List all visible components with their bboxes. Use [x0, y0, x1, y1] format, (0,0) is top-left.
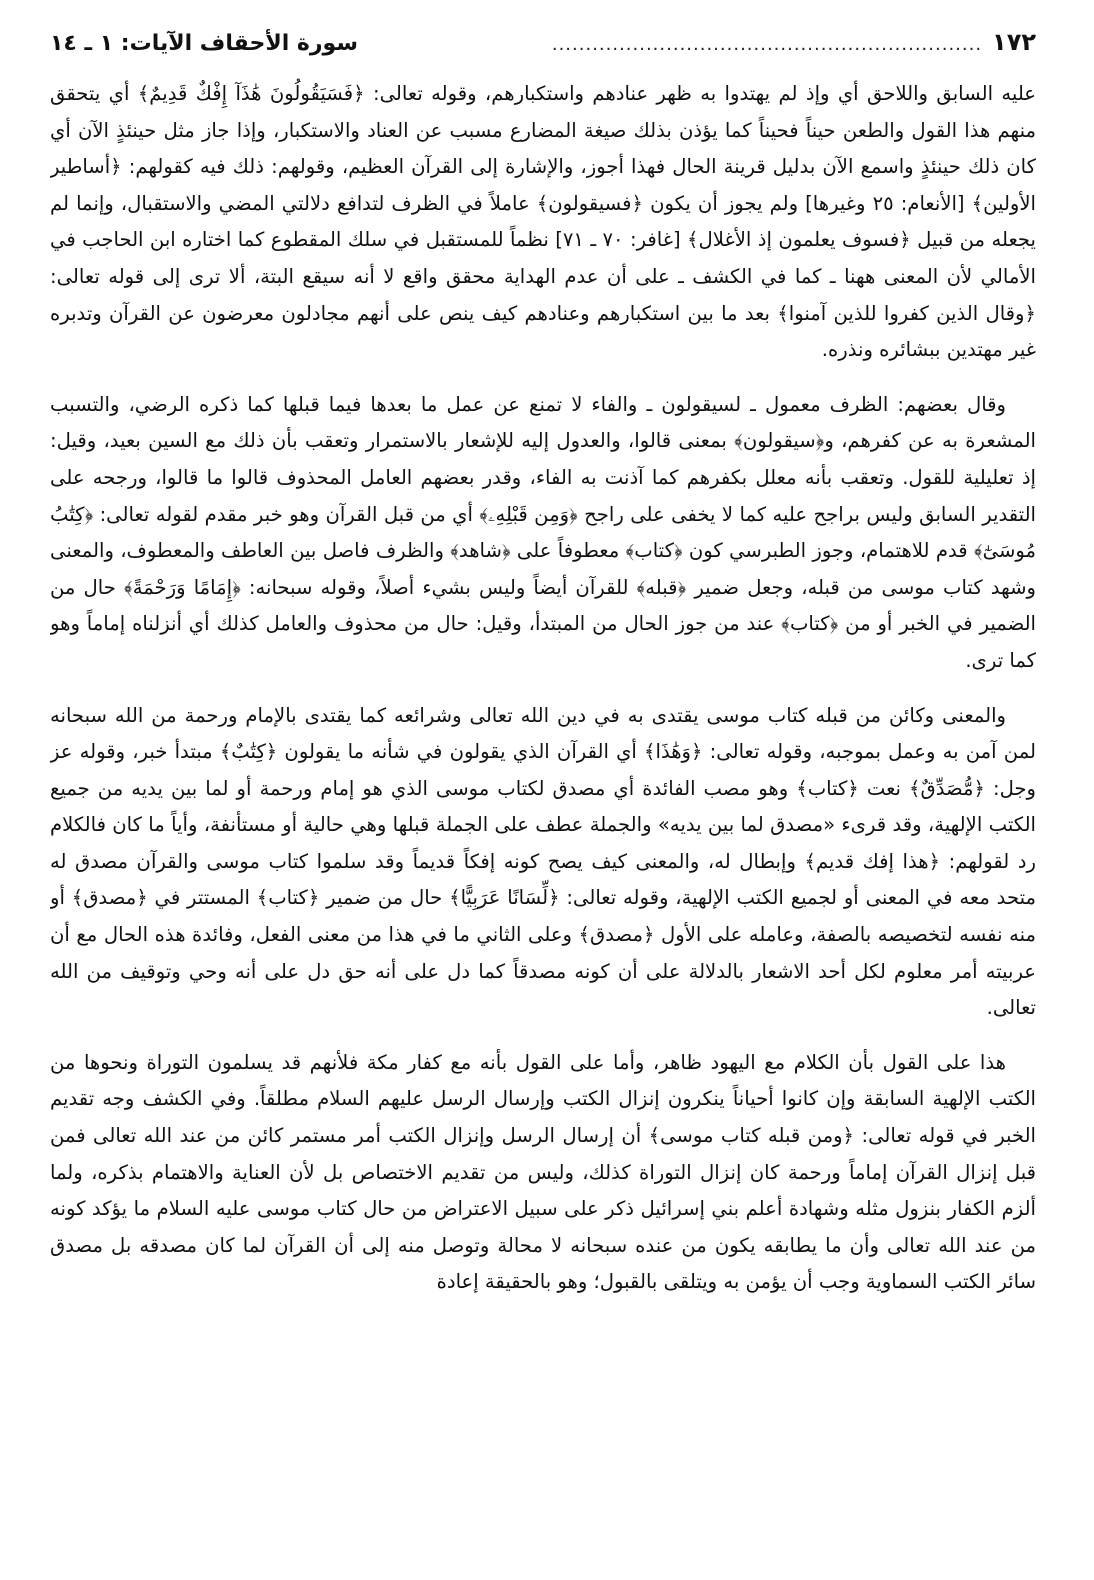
- paragraph-1: عليه السابق واللاحق أي وإذ لم يهتدوا به ظهر عنادهم واستكبارهم، وقوله تعالى: ﴿فَسَيَقُولُونَ هَٰذَآ إِفْكٌ قَدِيمٌ﴾ أي يتحقق منهم هذا القول والطعن حيناً فحيناً كما يؤذن بذلك صيغة المضارع مسبب عن العناد والاستكبار، وإذا جاز مثل حينئذٍ الآن أي كان ذلك حينئذٍ واسمع الآن بدليل قرينة الحال فهذا أجوز، والإشارة إلى القرآن العظيم، وقولهم: ذلك فيه كقولهم: ﴿أساطير الأولين﴾ [الأنعام: ٢٥ وغيرها] ولم يجوز أن يكون ﴿فسيقولون﴾ عاملاً في الظرف لتدافع دلالتي المضي والاستقبال، وإنما لم يجعله من قبيل ﴿فسوف يعلمون إذ الأغلال﴾ [غافر: ٧٠ ـ ٧١] نظماً للمستقبل في سلك المقطوع كما اختاره ابن الحاجب في الأمالي لأن المعنى ههنا ـ كما في الكشف ـ على أن عدم الهداية محقق واقع لا أنه سيقع البتة، ألا ترى إلى قوله تعالى: ﴿وقال الذين كفروا للذين آمنوا﴾ بعد ما بين استكبارهم وعنادهم كيف ينص على أنهم مجادلون معرضون عن القرآن وتدبره غير مهتدين ببشائره ونذره.: [50, 82, 1036, 362]
- running-header: [50, 28, 1036, 76]
- page-number: ١٧٢: [992, 28, 1036, 56]
- paragraph-2: وقال بعضهم: الظرف معمول ـ لسيقولون ـ والفاء لا تمنع عن عمل ما بعدها فيما قبلها كما ذكره الرضي، والتسبب المشعرة به عن كفرهم، و﴿سيقولون﴾ بمعنى قالوا، والعدول إليه للإشعار بالاستمرار وتعقب بأن ذلك مع السين بعيد، وقيل: إذ تعليلية للقول. وتعقب بأنه معلل بكفرهم كما آذنت به الفاء، وقدر بعضهم العامل المحذوف قالوا ما قالوا، ورجحه على التقدير السابق وليس براجح عليه كما لا يخفى على راجح ﴿وَمِن قَبْلِهِۦ﴾ أي من قبل القرآن وهو خبر مقدم لقوله تعالى: ﴿كِتَٰبُ مُوسَىٰٓ﴾ قدم للاهتمام، وجوز الطبرسي كون ﴿كتاب﴾ معطوفاً على ﴿شاهد﴾ والظرف فاصل بين العاطف والمعطوف، والمعنى وشهد كتاب موسى من قبله، وجعل ضمير ﴿قبله﴾ للقرآن أيضاً وليس بشيء أصلاً، وقوله سبحانه: ﴿إِمَامًا وَرَحْمَةً﴾ حال من الضمير في الخبر أو من ﴿كتاب﴾ عند من جوز الحال من المبتدأ، وقيل: حال من محذوف والعامل كذلك أي أنزلناه إماماً وهو كما ترى.: [50, 392, 1036, 672]
- page: [50, 28, 1036, 1556]
- paragraph-3: والمعنى وكائن من قبله كتاب موسى يقتدى به في دين الله تعالى وشرائعه كما يقتدى بالإمام ورحمة من الله سبحانه لمن آمن به وعمل بموجبه، وقوله تعالى: ﴿وَهَٰذَا﴾ أي القرآن الذي يقولون في شأنه ما يقولون ﴿كِتَٰبٌ﴾ مبتدأ خبر، وقوله عز وجل: ﴿مُّصَدِّقٌ﴾ نعت ﴿كتاب﴾ وهو مصب الفائدة أي مصدق لكتاب موسى الذي هو إمام ورحمة أو لما بين يديه من جميع الكتب الإلهية، وقد قرىء «مصدق لما بين يديه» والجملة عطف على الجملة قبلها وهي حالية أو مستأنفة، وأياً ما كان فالكلام رد لقولهم: ﴿هذا إفك قديم﴾ وإبطال له، والمعنى كيف يصح كونه إفكاً قديماً وقد سلموا كتاب موسى والقرآن مصدق له متحد معه في المعنى أو لجميع الكتب الإلهية، وقوله تعالى: ﴿لِّسَانًا عَرَبِيًّا﴾ حال من ضمير ﴿كتاب﴾ المستتر في ﴿مصدق﴾ أو منه نفسه لتخصيصه بالصفة، وعامله على الأول ﴿مصدق﴾ وعلى الثاني ما في هذا من معنى الفعل، وفائدة هذه الحال مع أن عربيته أمر معلوم لكل أحد الاشعار بالدلالة على أن كونه مصدقاً كما دل على أنه حق دل على أنه وحي وتوقيف من الله تعالى.: [50, 703, 1036, 1020]
- header-leader-dots: ................................................................: [551, 34, 983, 55]
- surah-title: سورة الأحقاف الآيات: ١ ـ ١٤: [50, 31, 358, 56]
- paragraph-4: هذا على القول بأن الكلام مع اليهود ظاهر، وأما على القول بأنه مع كفار مكة فلأنهم قد يسلمون التوراة ونحوها من الكتب الإلهية السابقة وإن كانوا أحياناً ينكرون إنزال الكتب وإرسال الرسل عليهم السلام مطلقاً. وفي الكشف وجه تقديم الخبر في قوله تعالى: ﴿ومن قبله كتاب موسى﴾ أن إرسال الرسل وإنزال الكتب أمر مستمر كائن من عند الله تعالى فمن قبل إنزال القرآن إماماً ورحمة كان إنزال التوراة كذلك، وليس من تقديم الاختصاص بل لأن العناية والاهتمام بذكره، ولما ألزم الكفار بنزول مثله وشهادة أعلم بني إسرائيل ذكر على سبيل الاعتراض من حال كتاب موسى عليه السلام ما يؤكد كونه من عند الله تعالى وأن ما يطابقه يكون من عنده سبحانه لا محالة وتوصل منه إلى أن القرآن لما كان مصدقه بل مصدق سائر الكتب السماوية وجب أن يؤمن به ويتلقى بالقبول؛ وهو بالحقيقة إعادة: [50, 1050, 1036, 1294]
- commentary-body: [50, 76, 1036, 1301]
